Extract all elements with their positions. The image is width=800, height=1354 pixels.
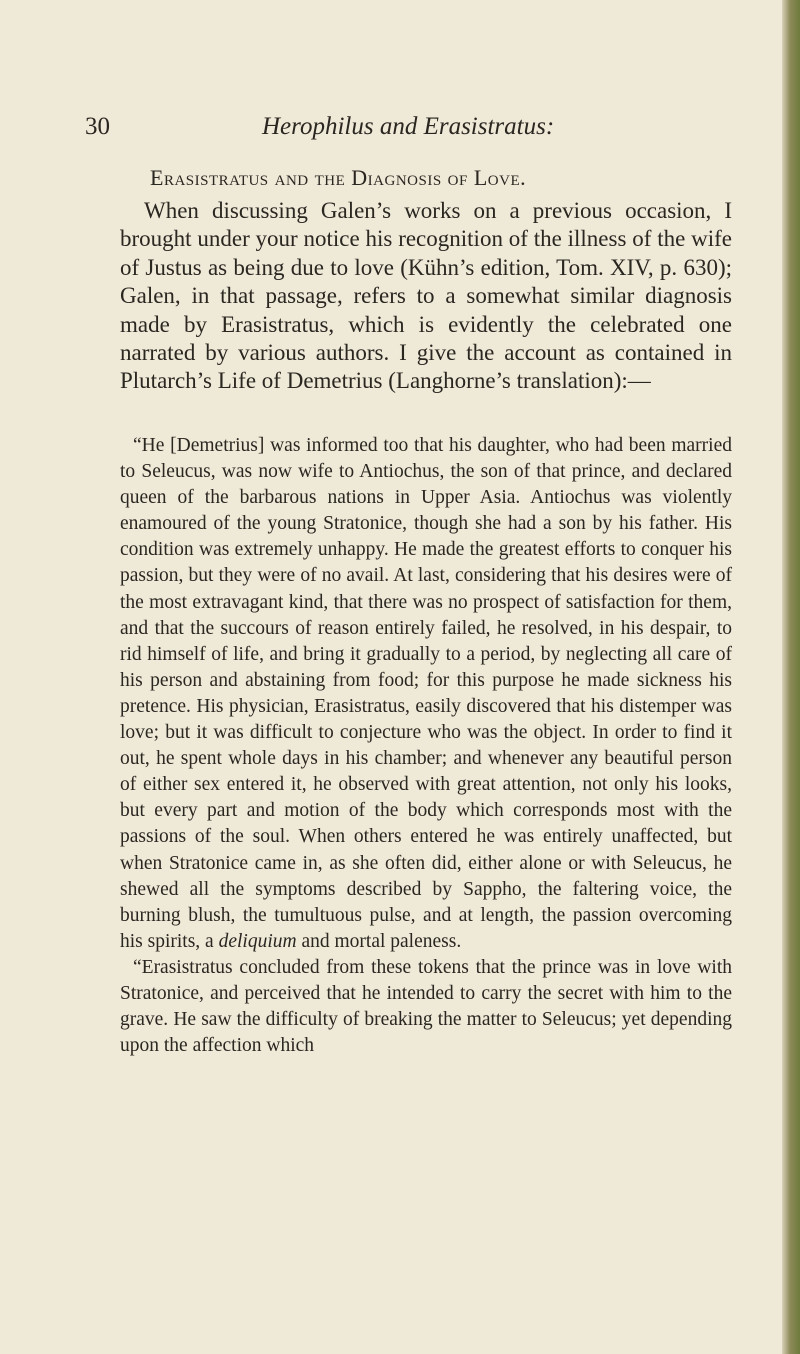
intro-paragraph bbox=[120, 197, 732, 396]
page-number: 30 bbox=[85, 113, 110, 140]
intro-text: When discussing Galen’s works on a previous occasion, I brought under your notice his recognition of the illness of the wife of Justus as being due to love (Kühn’s edition, Tom. XIV, p. 630); Galen, in that passage, refers to a somewhat similar diagnosis made by Erasistratus, which is evidently the celebrated one narrated by various authors. I give the account as contained in Plutarch’s Life of Demetrius (Langhorne’s translation):— bbox=[120, 198, 732, 394]
quote-paragraph-1 bbox=[120, 433, 732, 955]
quote-paragraph-1-end: and mortal paleness. bbox=[296, 930, 462, 952]
plutarch-quotation bbox=[120, 433, 732, 1059]
running-head bbox=[85, 113, 730, 149]
quote-paragraph-1-text: “He [Demetrius] was informed too that his daughter, who had been married to Seleucus, was now wife to Antiochus, the son of that prince, and declared queen of the barbarous nations in Upper Asia. Antiochus was violently enamoured of the young Stratonice, though she had a son by his father. His condition was extremely unhappy. He made the greatest efforts to conquer his passion, but they were of no avail. At last, considering that his desires were of the most extravagant kind, that there was no prospect of satisfaction for them, and that the succours of reason entirely failed, he resolved, in his despair, to rid himself of life, and bring it gradually to a period, by neglecting all care of his person and abstaining from food; for this purpose he made sickness his pretence. His physician, Erasistratus, easily discovered that his distemper was love; but it was difficult to conjecture who was the object. In order to find it out, he spent whole days in his chamber; and whenever any beautiful person of either sex entered it, he observed with great attention, not only his looks, but every part and motion of the body which corresponds most with the passions of the soul. When others entered he was entirely unaffected, but when Stratonice came in, as she often did, either alone or with Seleucus, he shewed all the symptoms described by Sappho, the faltering voice, the burning blush, the tumultuous pulse, and at length, the passion overcoming his spirits, a bbox=[120, 435, 732, 952]
running-title: Herophilus and Erasistratus: bbox=[262, 113, 555, 140]
quote-italic-term: deliquium bbox=[218, 930, 297, 952]
quote-paragraph-2: “Erasistratus concluded from these tokens that the prince was in love with Stratonice, and perceived that he intended to carry the secret with him to the grave. He saw the difficulty of breaking the matter to Seleucus; yet depending upon the affection which bbox=[120, 956, 732, 1057]
page-edge bbox=[782, 0, 800, 1354]
section-heading: Erasistratus and the Diagnosis of Love. bbox=[150, 165, 527, 190]
